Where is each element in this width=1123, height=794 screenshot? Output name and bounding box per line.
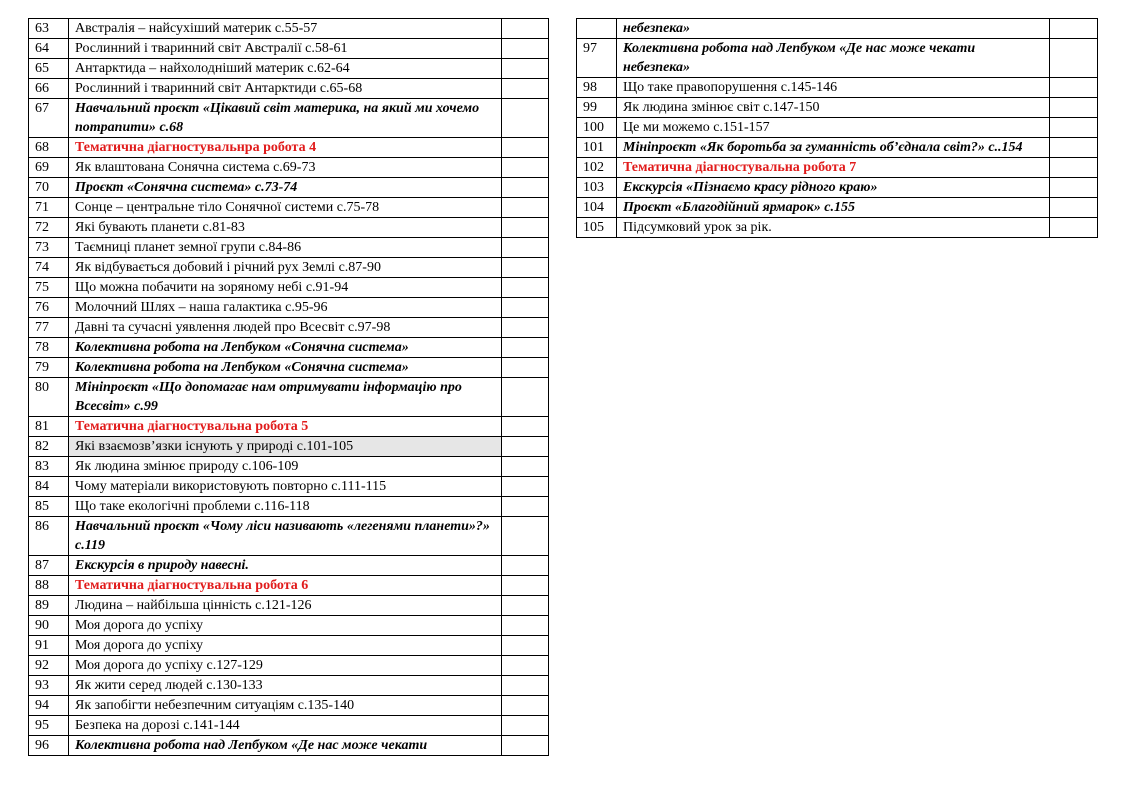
lesson-row bbox=[29, 696, 549, 716]
lesson-topic: Тематична діагностувальна робота 7 bbox=[623, 160, 857, 175]
lesson-topic: Молочний Шлях – наша галактика bbox=[75, 300, 282, 315]
lesson-row bbox=[29, 338, 549, 358]
lesson-topic: Давні та сучасні уявлення людей про Всесвіт bbox=[75, 320, 345, 335]
lesson-row bbox=[29, 497, 549, 517]
lesson-topic: Тематична діагностувальнра робота 4 bbox=[75, 140, 317, 155]
lesson-note-cell bbox=[502, 497, 549, 517]
lesson-row bbox=[577, 78, 1098, 98]
lesson-topic: Колективна робота над Лепбуком «Де нас може чекати bbox=[75, 738, 428, 753]
lesson-row bbox=[29, 258, 549, 278]
lesson-number: 78 bbox=[29, 338, 69, 358]
lesson-row bbox=[577, 39, 1098, 78]
lesson-number: 92 bbox=[29, 656, 69, 676]
lesson-page-ref: с.127-129 bbox=[206, 658, 263, 673]
lesson-page-ref: с.111-115 bbox=[331, 479, 387, 494]
lesson-number: 93 bbox=[29, 676, 69, 696]
lesson-number: 100 bbox=[577, 118, 617, 138]
lesson-topic: Як відбувається добовий і річний рух Землі bbox=[75, 260, 336, 275]
lesson-number: 101 bbox=[577, 138, 617, 158]
lesson-topic-cell bbox=[69, 676, 502, 696]
lesson-note-cell bbox=[502, 517, 549, 556]
lesson-topic: Таємниці планет земної групи bbox=[75, 240, 256, 255]
lesson-note-cell bbox=[502, 656, 549, 676]
lesson-number: 83 bbox=[29, 457, 69, 477]
lesson-topic-cell bbox=[69, 298, 502, 318]
lesson-note-cell bbox=[502, 138, 549, 158]
lesson-number: 96 bbox=[29, 736, 69, 756]
lesson-topic: Колективна робота на Лепбуком «Сонячна система» bbox=[75, 360, 409, 375]
lesson-topic: Рослинний і тваринний світ Австралії bbox=[75, 41, 302, 56]
right-table-body bbox=[577, 19, 1098, 238]
lesson-row bbox=[29, 676, 549, 696]
lesson-topic-cell bbox=[69, 736, 502, 756]
lesson-note-cell bbox=[502, 437, 549, 457]
lesson-topic-cell bbox=[69, 19, 502, 39]
lesson-note-cell bbox=[502, 59, 549, 79]
lesson-topic: Навчальний проєкт «Цікавий світ материка, на який ми хочемо потрапити» bbox=[75, 101, 480, 135]
lesson-note-cell bbox=[1050, 98, 1098, 118]
lesson-row bbox=[577, 178, 1098, 198]
lesson-topic: Які бувають планети bbox=[75, 220, 200, 235]
lesson-note-cell bbox=[502, 477, 549, 497]
lesson-number: 65 bbox=[29, 59, 69, 79]
lesson-row bbox=[29, 517, 549, 556]
lesson-row bbox=[29, 39, 549, 59]
lesson-note-cell bbox=[502, 616, 549, 636]
lesson-row bbox=[29, 59, 549, 79]
lesson-row bbox=[29, 596, 549, 616]
lesson-number: 76 bbox=[29, 298, 69, 318]
lesson-row bbox=[29, 437, 549, 457]
lesson-note-cell bbox=[502, 358, 549, 378]
lesson-topic: Як запобігти небезпечним ситуаціям bbox=[75, 698, 295, 713]
lesson-row bbox=[29, 656, 549, 676]
lesson-page-ref: с.147-150 bbox=[763, 100, 820, 115]
lesson-topic-cell bbox=[69, 238, 502, 258]
lesson-note-cell bbox=[502, 596, 549, 616]
lesson-row bbox=[29, 158, 549, 178]
lesson-topic-cell bbox=[69, 278, 502, 298]
lesson-row bbox=[577, 218, 1098, 238]
lesson-note-cell bbox=[502, 576, 549, 596]
lesson-topic-cell bbox=[69, 158, 502, 178]
lesson-topic: Як влаштована Сонячна система bbox=[75, 160, 270, 175]
lesson-row bbox=[577, 98, 1098, 118]
lesson-note-cell bbox=[502, 378, 549, 417]
lesson-topic: Колективна робота над Лепбуком «Де нас може чекати небезпека» bbox=[623, 41, 976, 75]
lesson-page-ref: с.101-105 bbox=[296, 439, 354, 454]
lesson-number: 99 bbox=[577, 98, 617, 118]
lesson-plan-table-right bbox=[576, 18, 1098, 238]
lesson-topic: Антарктида – найхолодніший материк bbox=[75, 61, 304, 76]
lesson-topic-cell bbox=[69, 417, 502, 437]
lesson-row bbox=[29, 736, 549, 756]
lesson-page-ref: с.55-57 bbox=[274, 21, 318, 36]
lesson-row bbox=[29, 278, 549, 298]
lesson-topic-cell bbox=[69, 636, 502, 656]
lesson-number: 91 bbox=[29, 636, 69, 656]
lesson-topic-cell bbox=[69, 378, 502, 417]
lesson-topic: Мініпроєкт «Що допомагає нам отримувати інформацію про Всесвіт» bbox=[75, 380, 462, 414]
lesson-topic: Навчальний проєкт «Чому ліси називають «легенями планети»?» bbox=[75, 519, 490, 534]
lesson-topic: Моя дорога до успіху bbox=[75, 658, 204, 673]
lesson-number: 90 bbox=[29, 616, 69, 636]
lesson-topic-cell bbox=[69, 616, 502, 636]
lesson-topic-cell bbox=[69, 457, 502, 477]
lesson-note-cell bbox=[502, 417, 549, 437]
lesson-topic-cell bbox=[69, 258, 502, 278]
lesson-topic-cell bbox=[69, 79, 502, 99]
lesson-number: 63 bbox=[29, 19, 69, 39]
lesson-row bbox=[577, 138, 1098, 158]
lesson-page-ref: с.95-96 bbox=[285, 300, 328, 315]
lesson-row bbox=[29, 417, 549, 437]
lesson-page-ref: с.121-126 bbox=[255, 598, 312, 613]
lesson-number: 85 bbox=[29, 497, 69, 517]
left-table-body bbox=[29, 19, 549, 756]
lesson-note-cell bbox=[502, 158, 549, 178]
lesson-topic: Екскурсія в природу навесні. bbox=[75, 558, 249, 573]
lesson-topic-cell bbox=[69, 437, 502, 457]
lesson-number: 74 bbox=[29, 258, 69, 278]
lesson-page-ref: с.145-146 bbox=[780, 80, 838, 95]
lesson-number: 103 bbox=[577, 178, 617, 198]
lesson-topic-cell bbox=[69, 338, 502, 358]
lesson-topic-cell bbox=[69, 497, 502, 517]
lesson-topic-cell bbox=[69, 716, 502, 736]
lesson-topic-cell bbox=[69, 178, 502, 198]
lesson-topic-cell bbox=[69, 596, 502, 616]
lesson-page-ref: с.119 bbox=[75, 538, 105, 553]
lesson-topic-cell bbox=[69, 218, 502, 238]
lesson-number: 71 bbox=[29, 198, 69, 218]
lesson-topic: небезпека» bbox=[623, 21, 691, 36]
lesson-topic: Проєкт «Благодійний ярмарок» bbox=[623, 200, 821, 215]
lesson-note-cell bbox=[502, 556, 549, 576]
lesson-page-ref: с.151-157 bbox=[713, 120, 770, 135]
lesson-number: 67 bbox=[29, 99, 69, 138]
lesson-topic-cell bbox=[69, 358, 502, 378]
lesson-number: 87 bbox=[29, 556, 69, 576]
lesson-row bbox=[29, 636, 549, 656]
lesson-topic: Безпека на дорозі bbox=[75, 718, 180, 733]
lesson-row bbox=[29, 378, 549, 417]
lesson-page-ref: с.135-140 bbox=[297, 698, 355, 713]
lesson-row bbox=[577, 158, 1098, 178]
lesson-note-cell bbox=[1050, 138, 1098, 158]
lesson-note-cell bbox=[502, 338, 549, 358]
lesson-topic-cell bbox=[617, 98, 1050, 118]
lesson-topic-cell bbox=[617, 158, 1050, 178]
lesson-note-cell bbox=[1050, 39, 1098, 78]
lesson-topic: Рослинний і тваринний світ Антарктиди bbox=[75, 81, 317, 96]
lesson-topic: Моя дорога до успіху bbox=[75, 638, 204, 653]
lesson-topic: Що можна побачити на зоряному небі bbox=[75, 280, 303, 295]
lesson-row bbox=[29, 716, 549, 736]
lesson-number: 94 bbox=[29, 696, 69, 716]
lesson-note-cell bbox=[502, 636, 549, 656]
lesson-page-ref: с.62-64 bbox=[307, 61, 350, 76]
lesson-number: 69 bbox=[29, 158, 69, 178]
lesson-topic: Проєкт «Сонячна система» bbox=[75, 180, 252, 195]
lesson-number: 77 bbox=[29, 318, 69, 338]
lesson-topic: Що таке екологічні проблеми bbox=[75, 499, 251, 514]
lesson-number bbox=[577, 19, 617, 39]
lesson-topic: Це ми можемо bbox=[623, 120, 710, 135]
lesson-note-cell bbox=[1050, 218, 1098, 238]
lesson-number: 68 bbox=[29, 138, 69, 158]
lesson-page-ref: с.99 bbox=[134, 399, 158, 414]
lesson-row bbox=[29, 477, 549, 497]
lesson-note-cell bbox=[502, 178, 549, 198]
lesson-topic: Мініпроєкт «Як боротьба за гуманність об’єднала світ?» с..154 bbox=[623, 140, 1023, 155]
lesson-note-cell bbox=[502, 198, 549, 218]
lesson-page-ref: с.130-133 bbox=[206, 678, 263, 693]
lesson-topic: Людина – найбільша цінність bbox=[75, 598, 252, 613]
lesson-topic-cell bbox=[617, 178, 1050, 198]
lesson-topic-cell bbox=[617, 78, 1050, 98]
lesson-row bbox=[29, 138, 549, 158]
lesson-note-cell bbox=[502, 238, 549, 258]
lesson-page-ref: с.68 bbox=[159, 120, 184, 135]
lesson-page-ref: с.84-86 bbox=[258, 240, 302, 255]
lesson-topic-cell bbox=[617, 39, 1050, 78]
lesson-topic-cell bbox=[69, 138, 502, 158]
lesson-topic-cell bbox=[69, 59, 502, 79]
lesson-row bbox=[577, 198, 1098, 218]
lesson-page-ref: с.58-61 bbox=[305, 41, 348, 56]
lesson-number: 84 bbox=[29, 477, 69, 497]
lesson-number: 95 bbox=[29, 716, 69, 736]
lesson-page-ref: с.69-73 bbox=[273, 160, 316, 175]
lesson-note-cell bbox=[502, 39, 549, 59]
lesson-topic-cell bbox=[617, 218, 1050, 238]
lesson-topic-cell bbox=[69, 477, 502, 497]
lesson-topic: Сонце – центральне тіло Сонячної системи bbox=[75, 200, 334, 215]
lesson-number: 102 bbox=[577, 158, 617, 178]
lesson-number: 88 bbox=[29, 576, 69, 596]
lesson-note-cell bbox=[1050, 198, 1098, 218]
lesson-topic: Тематична діагностувальна робота 5 bbox=[75, 419, 309, 434]
lesson-topic: Моя дорога до успіху bbox=[75, 618, 204, 633]
lesson-row bbox=[29, 358, 549, 378]
lesson-topic-cell bbox=[69, 576, 502, 596]
lesson-number: 80 bbox=[29, 378, 69, 417]
lesson-note-cell bbox=[502, 298, 549, 318]
lesson-number: 98 bbox=[577, 78, 617, 98]
lesson-note-cell bbox=[1050, 178, 1098, 198]
lesson-topic-cell bbox=[69, 198, 502, 218]
lesson-row bbox=[29, 616, 549, 636]
lesson-note-cell bbox=[1050, 158, 1098, 178]
lesson-note-cell bbox=[502, 99, 549, 138]
lesson-page-ref: с.97-98 bbox=[347, 320, 391, 335]
lesson-topic-cell bbox=[617, 118, 1050, 138]
lesson-row bbox=[29, 79, 549, 99]
lesson-number: 79 bbox=[29, 358, 69, 378]
lesson-number: 86 bbox=[29, 517, 69, 556]
lesson-row bbox=[577, 19, 1098, 39]
lesson-note-cell bbox=[502, 218, 549, 238]
lesson-plan-table-left bbox=[28, 18, 549, 756]
lesson-page-ref: с.155 bbox=[824, 200, 855, 215]
lesson-note-cell bbox=[502, 736, 549, 756]
lesson-note-cell bbox=[502, 19, 549, 39]
lesson-topic: Підсумковий урок за рік. bbox=[623, 220, 772, 235]
lesson-note-cell bbox=[502, 457, 549, 477]
lesson-topic-cell bbox=[69, 39, 502, 59]
lesson-page-ref: с.91-94 bbox=[305, 280, 349, 295]
lesson-row bbox=[29, 198, 549, 218]
lesson-row bbox=[29, 218, 549, 238]
lesson-note-cell bbox=[1050, 118, 1098, 138]
lesson-number: 82 bbox=[29, 437, 69, 457]
lesson-note-cell bbox=[502, 79, 549, 99]
lesson-topic-cell bbox=[69, 99, 502, 138]
lesson-note-cell bbox=[1050, 19, 1098, 39]
lesson-row bbox=[29, 318, 549, 338]
lesson-page-ref: с.141-144 bbox=[183, 718, 240, 733]
lesson-topic-cell bbox=[69, 696, 502, 716]
lesson-page-ref: с.75-78 bbox=[336, 200, 380, 215]
lesson-page-ref: с.81-83 bbox=[202, 220, 245, 235]
lesson-number: 81 bbox=[29, 417, 69, 437]
lesson-page-ref: с.73-74 bbox=[254, 180, 298, 195]
lesson-number: 70 bbox=[29, 178, 69, 198]
lesson-topic: Які взаємозв’язки існують у природі bbox=[75, 439, 294, 454]
lesson-note-cell bbox=[502, 278, 549, 298]
lesson-number: 97 bbox=[577, 39, 617, 78]
lesson-topic: Як людина змінює природу bbox=[75, 459, 239, 474]
lesson-page-ref: с.106-109 bbox=[241, 459, 299, 474]
lesson-topic: Що таке правопорушення bbox=[623, 80, 778, 95]
lesson-page-ref: с.65-68 bbox=[319, 81, 363, 96]
lesson-row bbox=[577, 118, 1098, 138]
lesson-number: 89 bbox=[29, 596, 69, 616]
lesson-note-cell bbox=[502, 716, 549, 736]
lesson-topic-cell bbox=[69, 318, 502, 338]
lesson-topic: Як людина змінює світ bbox=[623, 100, 760, 115]
lesson-number: 64 bbox=[29, 39, 69, 59]
lesson-page-ref: с.116-118 bbox=[254, 499, 310, 514]
lesson-topic: Тематична діагностувальна робота 6 bbox=[75, 578, 309, 593]
lesson-topic: Як жити серед людей bbox=[75, 678, 203, 693]
lesson-row bbox=[29, 576, 549, 596]
lesson-row bbox=[29, 19, 549, 39]
lesson-topic-cell bbox=[69, 517, 502, 556]
lesson-number: 72 bbox=[29, 218, 69, 238]
lesson-topic: Чому матеріали використовують повторно bbox=[75, 479, 328, 494]
lesson-row bbox=[29, 298, 549, 318]
lesson-note-cell bbox=[502, 258, 549, 278]
lesson-row bbox=[29, 238, 549, 258]
lesson-note-cell bbox=[502, 318, 549, 338]
lesson-page-ref: с.87-90 bbox=[338, 260, 381, 275]
lesson-note-cell bbox=[1050, 78, 1098, 98]
lesson-topic: Екскурсія «Пізнаємо красу рідного краю» bbox=[623, 180, 878, 195]
lesson-row bbox=[29, 99, 549, 138]
lesson-topic-cell bbox=[617, 19, 1050, 39]
lesson-number: 75 bbox=[29, 278, 69, 298]
lesson-topic-cell bbox=[69, 656, 502, 676]
lesson-topic: Колективна робота на Лепбуком «Сонячна система» bbox=[75, 340, 409, 355]
lesson-number: 104 bbox=[577, 198, 617, 218]
lesson-topic-cell bbox=[617, 138, 1050, 158]
lesson-number: 66 bbox=[29, 79, 69, 99]
lesson-note-cell bbox=[502, 676, 549, 696]
lesson-topic-cell bbox=[617, 198, 1050, 218]
lesson-row bbox=[29, 457, 549, 477]
lesson-number: 73 bbox=[29, 238, 69, 258]
lesson-row bbox=[29, 178, 549, 198]
lesson-topic-cell bbox=[69, 556, 502, 576]
lesson-row bbox=[29, 556, 549, 576]
lesson-number: 105 bbox=[577, 218, 617, 238]
lesson-note-cell bbox=[502, 696, 549, 716]
lesson-topic: Австралія – найсухіший материк bbox=[75, 21, 272, 36]
